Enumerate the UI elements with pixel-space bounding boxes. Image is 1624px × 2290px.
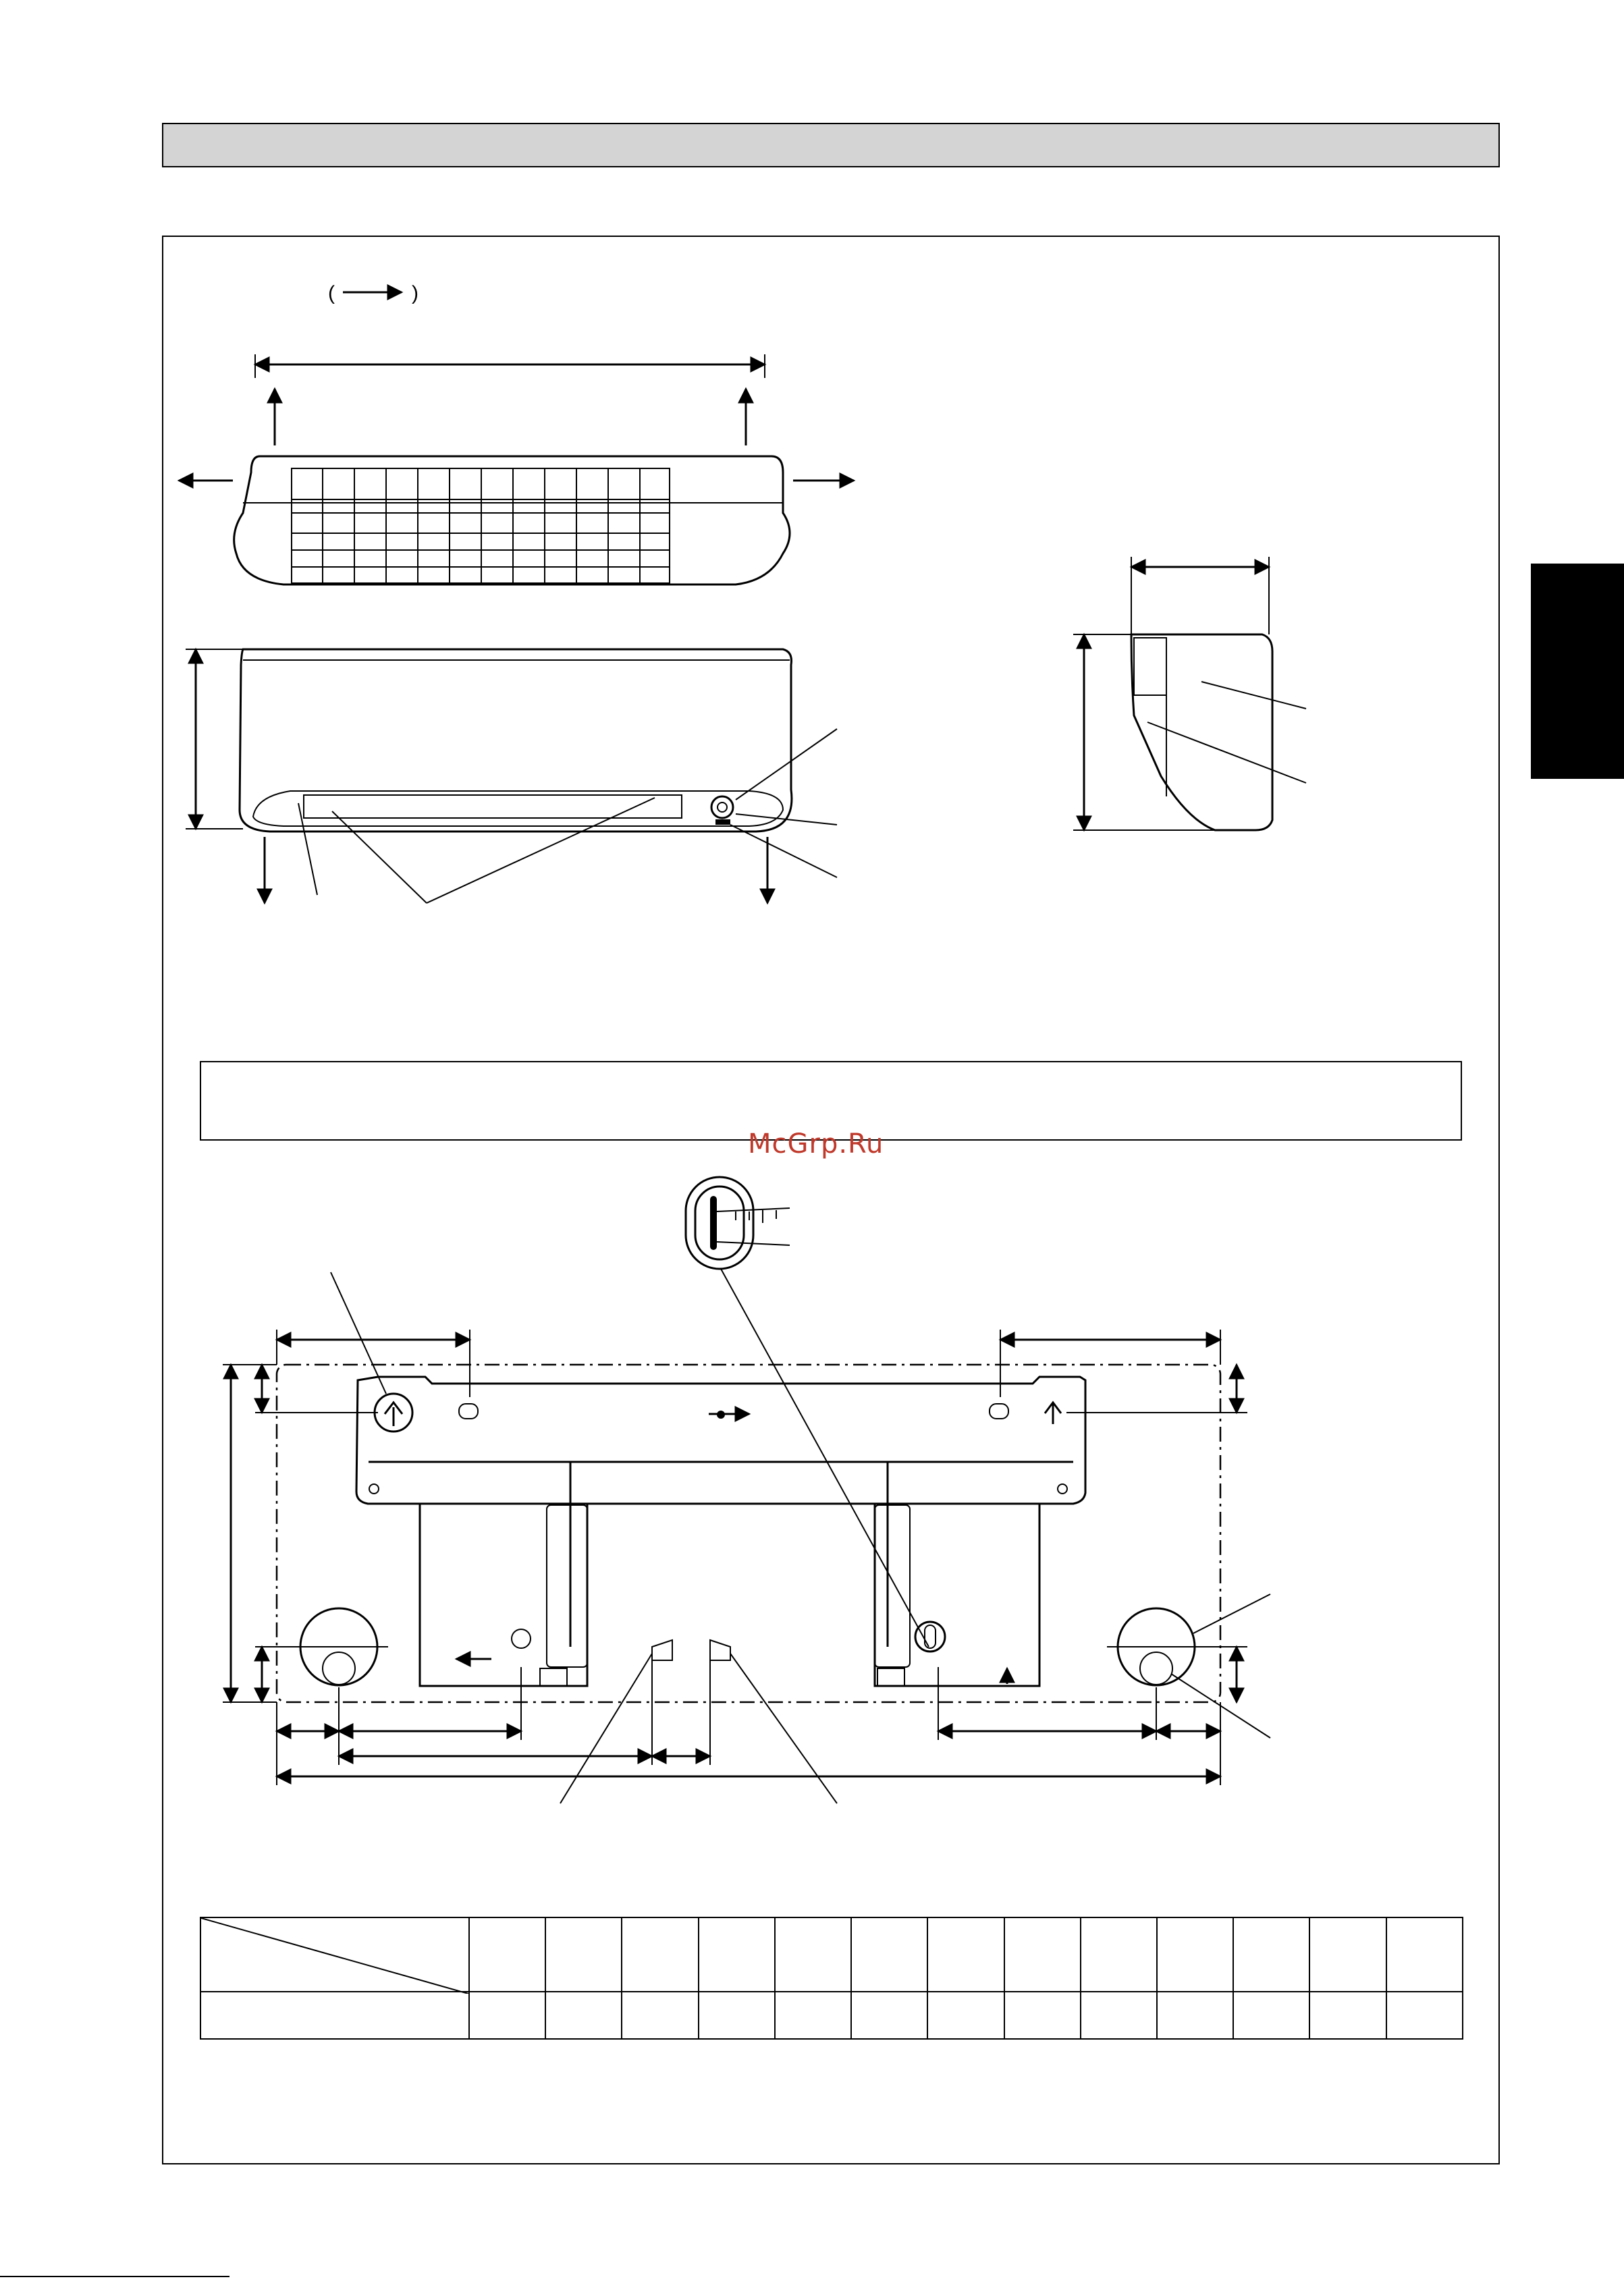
mounting-plate-drawing: [223, 1272, 1270, 1803]
table-cell: [1081, 1992, 1157, 2039]
unit-side-view: [1073, 557, 1306, 830]
table-row-label-cell: [200, 1992, 469, 2039]
table-cell: [469, 1992, 545, 2039]
table-header-cell: [1081, 1917, 1157, 1992]
table-cell: [1004, 1992, 1081, 2039]
direction-marker: [328, 282, 418, 304]
table-header-cell: [1157, 1917, 1233, 1992]
table-header-cell: [545, 1917, 622, 1992]
table-corner-diagonal: [201, 1918, 468, 1994]
table-header-cell: [775, 1917, 851, 1992]
table-header-cell: [1386, 1917, 1463, 1992]
table-cell: [775, 1992, 851, 2039]
table-header-cell: [1309, 1917, 1386, 1992]
direction-paren-open: (: [328, 282, 335, 304]
table-header-cell: [851, 1917, 927, 1992]
table-cell: [545, 1992, 622, 2039]
unit-front-view: [186, 649, 837, 903]
direction-paren-close: ): [412, 282, 418, 304]
table-cell: [1386, 1992, 1463, 2039]
table-header-cell: [469, 1917, 545, 1992]
table-cell: [1233, 1992, 1309, 2039]
table-cell: [1157, 1992, 1233, 2039]
dimension-table: [200, 1917, 1463, 2040]
table-header-row: [200, 1917, 1463, 1992]
unit-top-view: [179, 354, 854, 584]
table-cell: [699, 1992, 775, 2039]
table-cell: [851, 1992, 927, 2039]
table-header-cell: [1233, 1917, 1309, 1992]
footer-rule: [0, 2276, 229, 2277]
table-row: [200, 1992, 1463, 2039]
table-header-cell: [699, 1917, 775, 1992]
table-cell: [1309, 1992, 1386, 2039]
table-header-cell: [927, 1917, 1004, 1992]
table-header-cell: [1004, 1917, 1081, 1992]
table-corner-cell: [200, 1917, 469, 1992]
watermark-text: McGrp.Ru: [748, 1128, 884, 1160]
table-cell: [927, 1992, 1004, 2039]
table-cell: [622, 1992, 698, 2039]
table-header-cell: [622, 1917, 698, 1992]
